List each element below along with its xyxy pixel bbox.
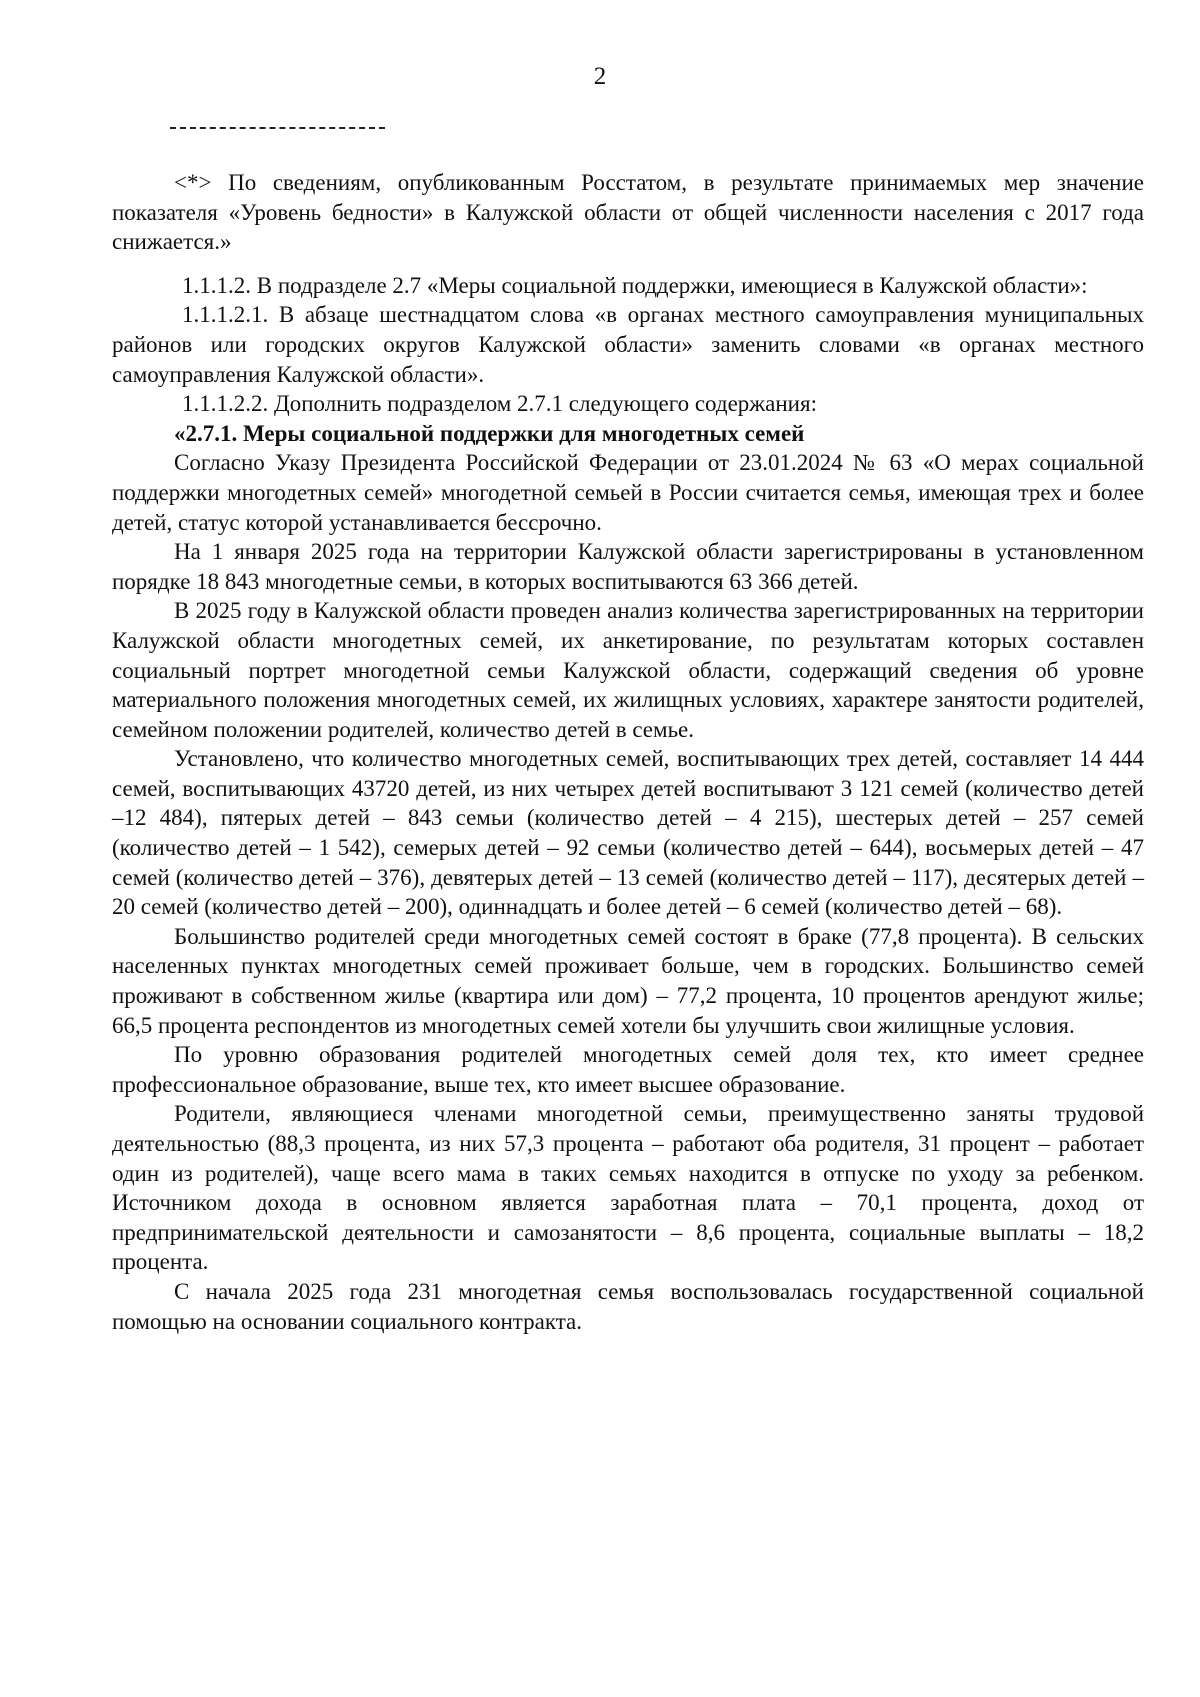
body-paragraph: По уровню образования родителей многодетных семей доля тех, кто имеет среднее профессиональное образование, выше тех, кто имеет высшее образование. — [112, 1042, 1144, 1097]
document-body — [112, 168, 1144, 1336]
body-paragraph: С начала 2025 года 231 многодетная семья воспользовалась государственной социальной помощью на основании социального контракта. — [112, 1278, 1144, 1334]
page-number: 2 — [593, 63, 607, 90]
body-paragraph: В 2025 году в Калужской области проведен анализ количества зарегистрированных на территории Калужской области многодетных семей, их анкетирование, по результатам которых составлен социальный портрет многодетной семьи Калужской области, содержащий сведения об уровне материального положения многодетных семей, их жилищных условиях, характере занятости родителей, семейном положении родителей, количество детей в семье. — [112, 598, 1144, 742]
body-paragraph: На 1 января 2025 года на территории Калужской области зарегистрированы в установленном порядке 18 843 многодетные семьи, в которых воспитываются 63 366 детей. — [112, 539, 1144, 594]
amendment-paragraph: 1.1.1.2. В подразделе 2.7 «Меры социальной поддержки, имеющиеся в Калужской области»: — [182, 272, 1088, 298]
body-paragraph: Родители, являющиеся членами многодетной семьи, преимущественно заняты трудовой деятельностью (88,3 процента, из них 57,3 процента – работают оба родителя, 31 процент – работает один из родителей), чаще всего мама в таких семьях находится в отпуске по уходу за ребенком. Источником дохода в основном является заработная плата – 70,1 процента, доход от предпринимательской деятельности и самозанятости – 8,6 процента, социальные выплаты – 18,2 процента. — [112, 1101, 1144, 1275]
section-heading: «2.7.1. Меры социальной поддержки для многодетных семей — [174, 420, 805, 446]
body-paragraph: Установлено, что количество многодетных семей, воспитывающих трех детей, составляет 14 444 семей, воспитывающих 43720 детей, из них четырех детей воспитывают 3 121 семей (количество детей –12 484), пятерых детей – 843 семьи (количество детей – 4 215), шестерых детей – 257 семей (количество детей – 1 542), семерых детей – 92 семьи (количество детей – 644), восьмерых детей – 47 семей (количество детей – 376), девятерых детей – 13 семей (количество детей – 117), десятерых детей – 20 семей (количество детей – 200), одиннадцать и более детей – 6 семей (количество детей – 68). — [112, 746, 1144, 920]
footnote-text: <*> По сведениям, опубликованным Росстатом, в результате принимаемых мер значение показателя «Уровень бедности» в Калужской области от общей численности населения с 2017 года снижается.» — [112, 170, 1144, 255]
footnote-separator — [170, 127, 385, 129]
body-paragraph: Согласно Указу Президента Российской Федерации от 23.01.2024 № 63 «О мерах социальной поддержки многодетных семей» многодетной семьей в России считается семья, имеющая трех и более детей, статус которой устанавливается бессрочно. — [112, 450, 1144, 535]
amendment-paragraph: 1.1.1.2.1. В абзаце шестнадцатом слова «в органах местного самоуправления муниципальных районов или городских округов Калужской области» заменить словами «в органах местного самоуправления Калужской области». — [112, 302, 1144, 387]
amendment-paragraph: 1.1.1.2.2. Дополнить подразделом 2.7.1 следующего содержания: — [182, 391, 817, 417]
body-paragraph: Большинство родителей среди многодетных семей состоят в браке (77,8 процента). В сельских населенных пунктах многодетных семей проживает больше, чем в городских. Большинство семей проживают в собственном жилье (квартира или дом) – 77,2 процента, 10 процентов арендуют жилье; 66,5 процента респондентов из многодетных семей хотели бы улучшить свои жилищные условия. — [112, 923, 1144, 1038]
